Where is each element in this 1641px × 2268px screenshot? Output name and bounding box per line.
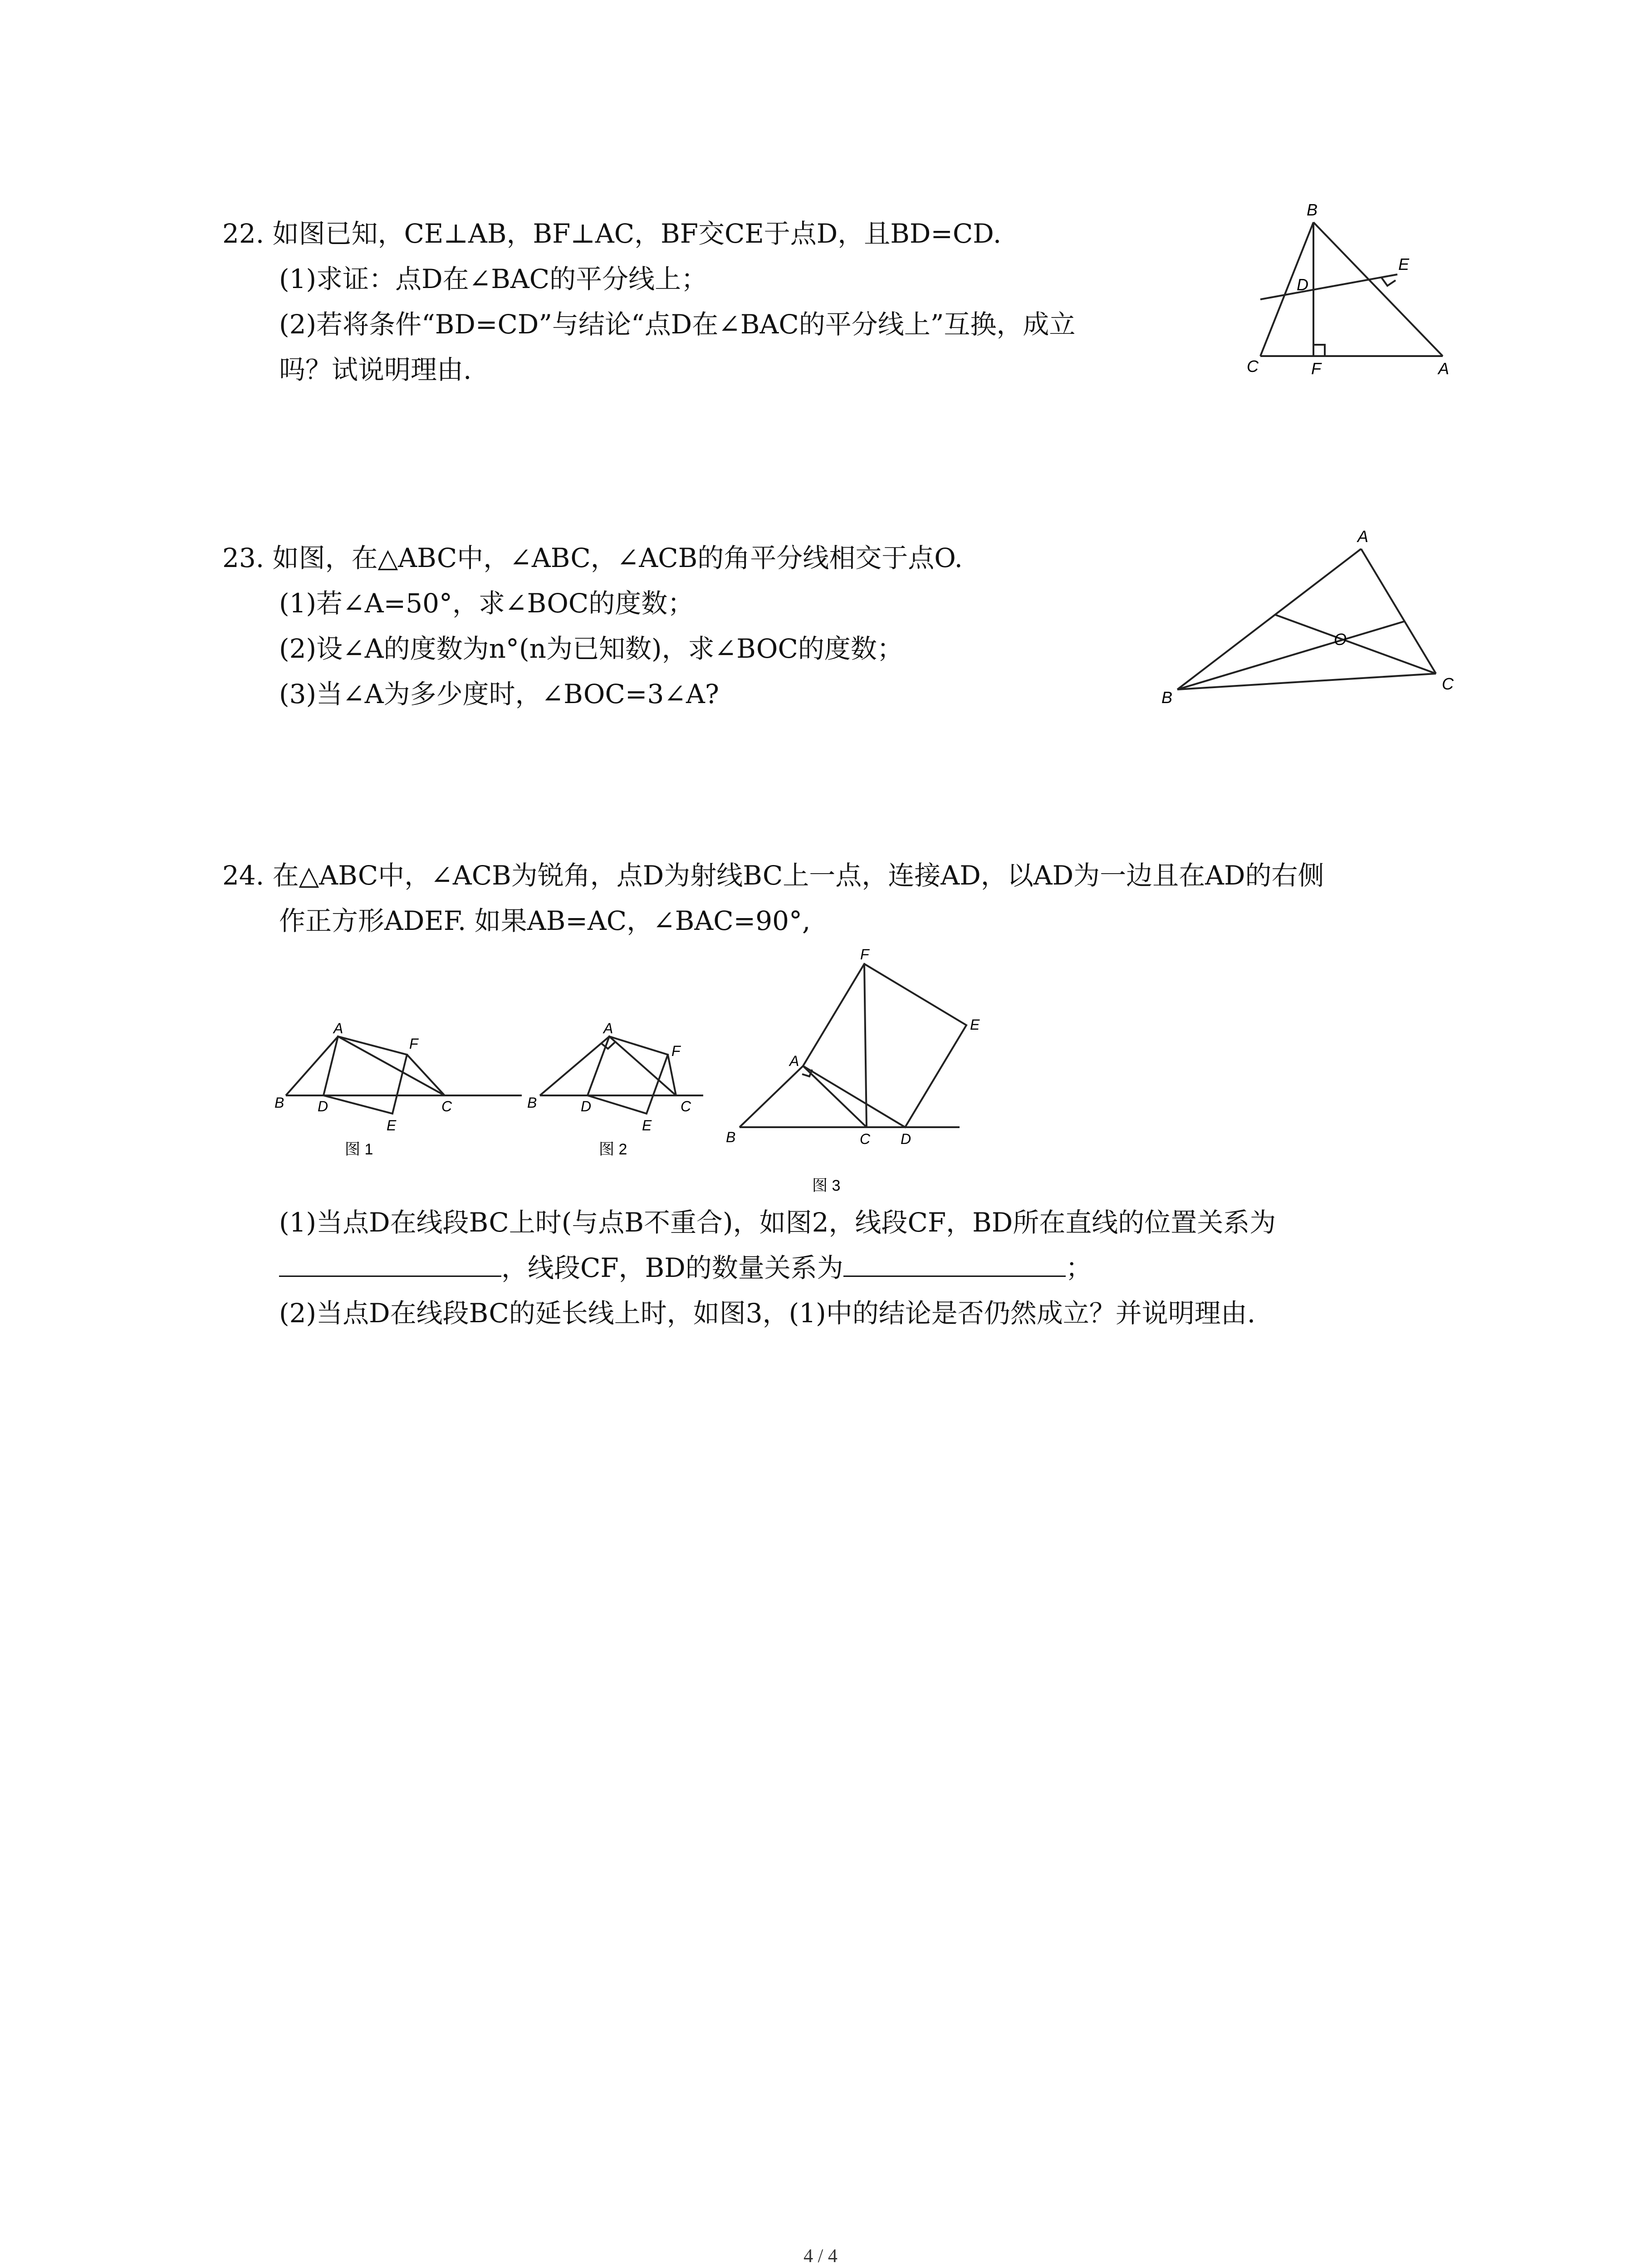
fig3-square-ADEF [803,964,966,1127]
q22-label-E: E [1398,255,1410,274]
q24-figure-2 [522,998,712,1179]
fig3-label-D: D [901,1131,911,1147]
fig2-label-C: C [681,1098,691,1114]
fig3-label-F: F [860,946,869,963]
answer-blank-position[interactable] [279,1252,501,1277]
q23-label-C: C [1442,675,1454,693]
fig2-square-ADEF [588,1036,668,1114]
fig1-triangle [286,1036,445,1095]
q24-sub1-line-2 [279,1252,1092,1284]
q23-label-B: B [1161,688,1173,707]
q22-line-3: (2)若将条件“BD=CD”与结论“点D在∠BAC的平分线上”互换，成立 [279,309,1076,340]
q23-line-3: (2)设∠A的度数为n°(n为已知数)，求∠BOC的度数； [279,633,903,664]
fig1-square-ADEF [323,1036,407,1114]
fig1-caption: 图 1 [345,1141,373,1158]
fig3-label-C: C [860,1131,871,1147]
q23-segment-AC [1361,549,1436,674]
q23-figure [1152,517,1470,717]
fig2-label-B: B [527,1095,537,1111]
q24-figure-1 [268,998,531,1179]
fig2-label-A: A [603,1020,613,1036]
fig2-label-E: E [642,1117,652,1134]
q24-sub1-end-text: ； [1065,1252,1092,1283]
q23-segment-AB [1177,549,1361,689]
fig3-caption: 图 3 [812,1177,841,1194]
q22-right-angle-F [1313,345,1325,356]
q23-line-1: 23. 如图，在△ABC中，∠ABC，∠ACB的角平分线相交于点O. [222,543,963,573]
fig2-caption: 图 2 [599,1141,627,1158]
q24-sub2-line: (2)当点D在线段BC的延长线上时，如图3，(1)中的结论是否仍然成立？并说明理由. [279,1298,1256,1329]
q22-right-angle-E [1381,278,1396,286]
q24-sub1-mid-text: ，线段CF，BD的数量关系为 [501,1252,843,1283]
fig3-label-A: A [789,1053,799,1069]
q24-line-2: 作正方形ADEF. 如果AB=AC，∠BAC=90°, [279,905,811,936]
fig1-label-B: B [274,1095,284,1111]
q22-label-A: A [1438,359,1450,378]
q22-line-2: (1)求证：点D在∠BAC的平分线上； [279,264,708,294]
fig3-label-B: B [726,1129,736,1145]
q22-label-F: F [1311,359,1321,378]
fig1-label-D: D [318,1098,328,1114]
fig1-label-C: C [441,1098,452,1114]
q23-line-2: (1)若∠A=50°，求∠BOC的度数； [279,588,694,619]
q23-line-4: (3)当∠A为多少度时，∠BOC=3∠A? [279,679,719,709]
q23-bisector-B [1177,621,1404,689]
fig1-label-F: F [409,1036,418,1052]
q22-line-4: 吗？试说明理由. [279,354,472,385]
q23-bisector-C [1275,615,1436,674]
answer-blank-quantity[interactable] [843,1252,1066,1277]
fig2-label-F: F [671,1043,681,1059]
page-number: 4 / 4 [803,2246,838,2267]
q22-label-B: B [1307,200,1318,219]
q22-figure [1243,200,1461,390]
fig1-segment-CF [407,1055,445,1095]
q23-segment-BC [1177,674,1436,689]
q22-line-1: 22. 如图已知，CE⊥AB，BF⊥AC，BF交CE于点D，且BD=CD. [222,218,1002,249]
fig1-label-A: A [333,1020,343,1036]
fig3-label-E: E [970,1017,980,1033]
q24-figure-3 [721,939,1012,1202]
q22-label-C: C [1247,357,1259,376]
fig1-label-E: E [387,1117,397,1134]
q23-label-A: A [1357,527,1369,546]
q23-label-O: O [1334,630,1347,649]
q22-label-D: D [1297,275,1308,294]
fig2-right-angle-A [601,1042,615,1049]
q24-line-1: 24. 在△ABC中，∠ACB为锐角，点D为射线BC上一点，连接AD，以AD为一边且在AD的右侧 [222,860,1324,891]
q24-sub1-line-1: (1)当点D在线段BC上时(与点B不重合)，如图2，线段CF，BD所在直线的位置关系为 [279,1207,1276,1238]
q22-segment-BA [1313,222,1443,356]
fig2-label-D: D [581,1098,592,1114]
